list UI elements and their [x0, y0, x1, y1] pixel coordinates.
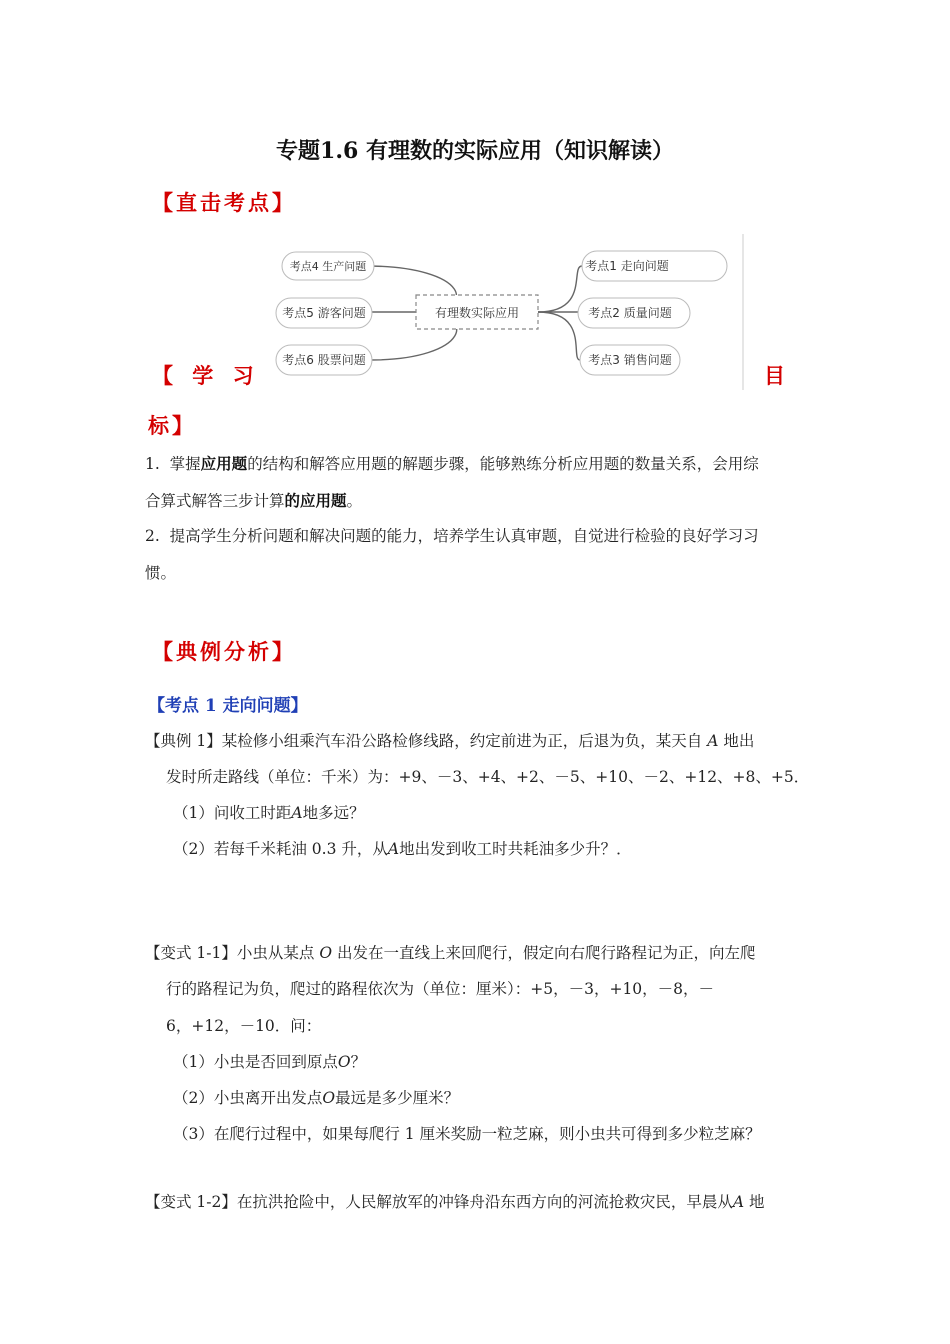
section-heading-kaodian: 【直击考点】 — [152, 190, 296, 215]
section-heading-goal-end: 目 — [764, 363, 788, 388]
variant-1-2-label: 【变式 1-2】 — [145, 1193, 237, 1211]
mindmap-node-left-2-label: 考点5 游客问题 — [282, 306, 366, 320]
connector-right-3 — [538, 312, 580, 360]
mindmap-center-label: 有理数实际应用 — [434, 306, 520, 320]
goal-item-2-cont: 惯。 — [145, 564, 177, 582]
variant-1-1-line-2: 行的路程记为负，爬过的路程依次为（单位：厘米）：+5，－3，+10，－8，－ — [166, 980, 715, 998]
variant-1-1-line-3: 6，+12，－10．问： — [166, 1017, 322, 1035]
kaodian-1-heading: 【考点 1 走向问题】 — [148, 696, 308, 716]
variant-1-2-line-1: 【变式 1-2】在抗洪抢险中，人民解放军的冲锋舟沿东西方向的河流抢救灾民，早晨从A 地 — [145, 1193, 765, 1211]
mindmap-node-left-3-label: 考点6 股票问题 — [282, 353, 366, 367]
example-1-question-2: （2）若每千米耗油 0.3 升，从A地出发到收工时共耗油多少升？． — [173, 840, 632, 858]
example-1-line-1: 【典例 1】某检修小组乘汽车沿公路检修线路，约定前进为正，后退为负，某天自 A 地出 — [145, 732, 755, 750]
section-heading-examples: 【典例分析】 — [152, 639, 296, 664]
variant-1-1-line-1: 【变式 1-1】小虫从某点 O 出发在一直线上来回爬行，假定向右爬行路程记为正，向左爬 — [145, 944, 756, 962]
variant-1-1-question-3: （3）在爬行过程中，如果每爬行 1 厘米奖励一粒芝麻，则小虫共可得到多少粒芝麻？ — [173, 1125, 761, 1143]
goal-item-2: 2. 提高学生分析问题和解决问题的能力，培养学生认真审题，自觉进行检验的良好学习习 — [145, 527, 759, 545]
section-heading-goal-start: 【 学 习 — [152, 363, 260, 388]
mindmap-node-right-2-label: 考点2 质量问题 — [588, 306, 672, 320]
goal-item-1-cont: 合算式解答三步计算的应用题。 — [145, 491, 363, 510]
connector-right-1 — [538, 266, 582, 312]
goal-item-1: 1. 掌握应用题的结构和解答应用题的解题步骤，能够熟练分析应用题的数量关系，会用综 — [145, 454, 759, 473]
mindmap-node-right-3-label: 考点3 销售问题 — [588, 353, 672, 367]
variant-1-1-question-1: （1）小虫是否回到原点O？ — [173, 1053, 367, 1071]
mindmap-node-right-1-label: 考点1 走向问题 — [585, 259, 669, 273]
example-1-line-2: 发时所走路线（单位：千米）为：+9、－3、+4、+2、－5、+10、－2、+12、+8、+5． — [166, 768, 810, 786]
mindmap-diagram — [270, 232, 750, 392]
variant-1-1-question-2: （2）小虫离开出发点O最远是多少厘米？ — [173, 1089, 460, 1107]
example-1-question-1: （1）问收工时距A地多远？ — [173, 804, 365, 822]
example-1-label: 【典例 1】 — [145, 732, 222, 750]
mindmap-node-left-1-label: 考点4 生产问题 — [289, 260, 367, 273]
page-title: 专题1.6 有理数的实际应用（知识解读） — [276, 138, 674, 164]
section-heading-goal-cont: 标】 — [148, 413, 196, 438]
variant-1-1-label: 【变式 1-1】 — [145, 944, 237, 962]
